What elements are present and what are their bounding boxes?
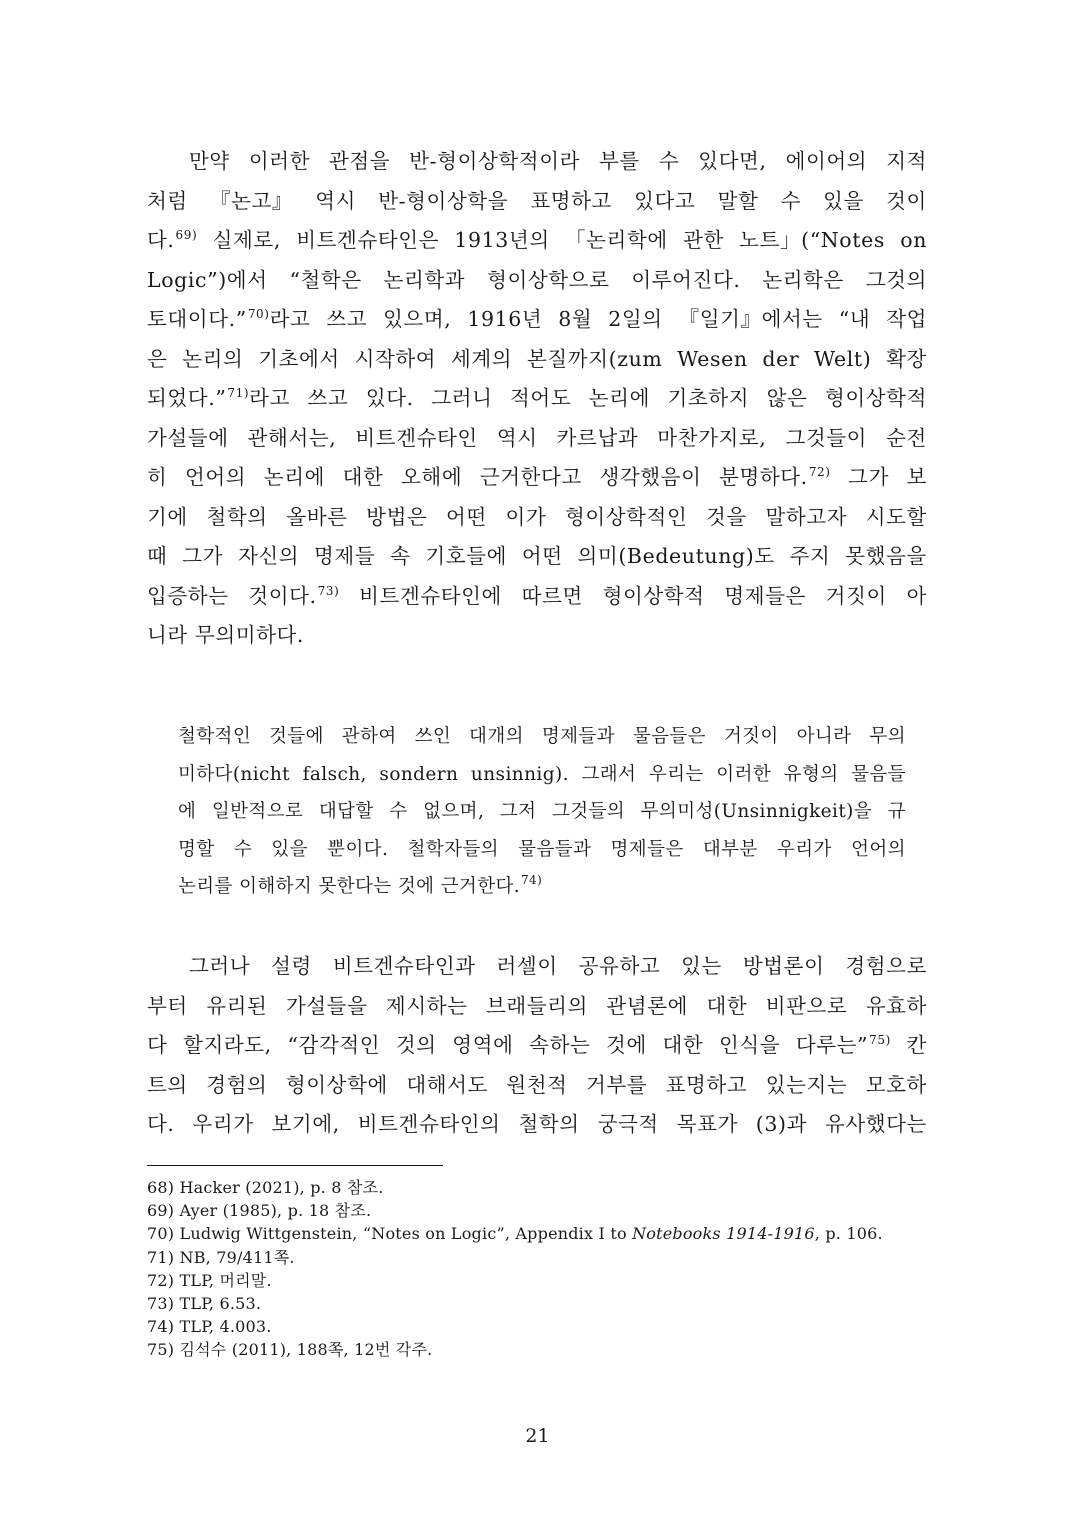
word: 자신의 [237,544,300,568]
word: sondern [379,763,459,785]
text-line [178,831,906,869]
footnote-text: , p. 106. [814,1224,883,1244]
word: 논리의 [182,346,244,371]
word: 마찬가지로, [657,425,767,450]
footnote-number: 73) [147,1294,175,1314]
text-run: 칸 [890,1033,927,1057]
word: 관념론에 [606,993,689,1018]
text-run: 라고 쓰고 있으며, 1916년 8월 2일의 『일기』에서는 “내 작업 [269,307,927,331]
word: 대부분 [702,838,758,860]
word: Welt) [814,346,872,371]
word: 유사했다는 [824,1112,927,1136]
word: 이가 [505,504,547,529]
word: 올바른 [286,504,348,529]
word: 철학자들의 [407,838,499,860]
word: 공유하고 [578,954,661,978]
word: 우리가 [192,1112,254,1136]
word: 그러나 [189,954,251,978]
word: 명제들과 [541,726,615,747]
word: 뿐이다. [327,838,389,860]
word: “철학은 [289,267,362,292]
footnotes [147,1176,947,1362]
text-line [147,987,927,1027]
word: 은 [147,346,168,371]
footnote-text: Ayer (1985), p. 18 참조. [179,1201,372,1221]
word: 만약 [189,149,230,173]
word: 경험의 [206,1072,268,1097]
word: 때 [147,544,168,568]
word: 무의 [869,726,906,747]
footnote-text: NB, 79/411쪽. [179,1247,295,1267]
word: 에이어의 [785,149,868,173]
text-run: 입증하는 것이다. [147,583,317,608]
word: 시도할 [865,504,927,529]
word: 관점을 [329,149,391,173]
text-run: 비트겐슈타인에 따르면 형이상학적 명제들은 거짓이 아 [339,583,927,608]
word: 쓰인 [414,726,452,747]
word: 방법은 [366,504,428,529]
word: 논리학은 [762,267,844,292]
text-line [147,1105,927,1145]
word: Logic”)에서 [147,267,268,292]
word: 이러한 [716,763,772,785]
word: 물음들과 [518,838,592,860]
word: 궁극적 [597,1112,659,1136]
text-line [147,498,927,538]
text-line [147,221,927,261]
text-run: 히 언어의 논리에 대한 오해에 근거한다고 생각했음이 분명하다. [147,465,808,489]
word: 형이상학적인 [564,504,688,529]
footnote-ref[interactable]: 70) [247,307,270,321]
word: 우리가 [776,838,832,860]
word: 대해서도 [406,1072,488,1097]
footnote-number: 70) [147,1224,175,1244]
word: 원천적 [506,1072,568,1097]
word: 어떤 [446,504,487,529]
text-run: 되었다.” [147,386,227,410]
footnote-number: 72) [147,1270,175,1290]
word: 것들에 [269,726,324,747]
word: 확장 [886,346,927,371]
word: 역시 [496,425,538,450]
word: 에 [178,801,197,822]
word: 모호하 [865,1072,927,1097]
text-run: 다 할지라도, “감각적인 것의 영역에 속하는 것에 대한 인식을 다루는” [147,1033,869,1057]
word: 본질까지(zum [527,346,663,371]
word: 기호들에 [425,544,507,568]
word: 수 [780,188,801,213]
word: 있는지는 [765,1072,848,1097]
body-paragraph-2 [147,947,927,1145]
word: 말하고자 [765,504,848,529]
word: 있을 [823,188,864,213]
word: 기초에서 [258,346,340,371]
word: 설령 [271,954,312,978]
word: 관하여 [341,726,397,747]
word: 경험으로 [845,954,927,978]
footnote-ref[interactable]: 69) [175,228,198,242]
text-line [178,756,906,794]
word: 철학의 [206,504,268,529]
word: 규 [887,801,906,822]
word: 가설들에 [147,425,229,450]
word: 있는 [681,954,722,978]
word: 무의미성(Unsinnigkeit)을 [640,801,873,822]
footnote-separator [147,1165,443,1166]
word: 속 [390,544,411,568]
footnote-ref[interactable]: 71) [227,386,250,400]
text-line [147,947,927,987]
text-line [147,142,927,182]
word: 그저 [499,801,537,822]
word: 일반적으로 [211,801,304,822]
word: 수 [233,838,253,860]
word: 것이 [886,188,927,213]
word: Wesen [677,346,748,371]
text-line [178,793,906,831]
word: 보기에, [271,1112,340,1136]
word: 있을 [271,838,308,860]
block-quote [178,718,906,906]
word: 있다고 [634,188,696,213]
footnote-title: Notebooks 1914-1916 [632,1224,815,1244]
word: (3)과 [755,1112,808,1136]
body-paragraph-1 [147,142,927,656]
word: 표명하고 [665,1072,748,1097]
footnote-item [147,1292,947,1315]
text-line [178,718,906,756]
word: 비판으로 [765,993,848,1018]
word: 반-형이상학적이라 [409,149,581,173]
footnote-text: Ludwig Wittgenstein, “Notes on Logic”, Appendix Ⅰ to [179,1224,633,1244]
word: 다. [147,1112,175,1136]
word: 논리학과 [383,267,466,292]
text-line [147,340,927,380]
word: 러셀이 [496,954,558,978]
word: 우리는 [648,763,704,785]
word: 유리된 [206,993,268,1018]
word: 거부를 [586,1072,648,1097]
text-line [147,1026,927,1066]
footnote-ref[interactable]: 75) [869,1033,891,1047]
word: 말할 [717,188,759,213]
word: 어떤 [521,544,563,568]
footnote-item [147,1222,947,1245]
text-line [178,868,906,906]
word: 기에 [147,504,188,529]
text-run: 라고 쓰고 있다. 그러니 적어도 논리에 기초하지 않은 형이상학적 [249,386,927,410]
footnote-item [147,1315,947,1338]
text-run: 토대이다.” [147,307,247,331]
word: 있다면, [698,149,767,173]
word: 그가 [182,544,224,568]
footnote-number: 74) [147,1317,175,1337]
word: 것을 [706,504,747,529]
word: 미하다(nicht [178,763,290,785]
word: 이러한 [248,149,311,173]
word: 못했음을 [845,544,927,568]
word: 대개의 [469,726,524,747]
word: 철학적인 [178,726,252,747]
word: 없으며, [423,801,485,822]
word: 세계의 [451,346,513,371]
footnote-ref[interactable]: 73) [317,583,340,598]
word: 그것들이 [785,425,868,450]
word: 역시 [315,188,357,213]
text-run: 논리를 이해하지 못한다는 것에 근거한다. [178,876,521,897]
word: 표명하고 [530,188,612,213]
text-line [147,182,927,222]
word: 부를 [599,149,640,173]
footnote-item [147,1246,947,1269]
word: 지적 [886,149,927,173]
word: 언어의 [851,838,906,860]
footnote-text: TLP, 머리말. [179,1270,272,1290]
word: unsinnig). [470,763,569,785]
text-run: 니라 무의미하다. [147,623,305,647]
footnote-number: 69) [147,1201,175,1221]
footnote-text: TLP, 6.53. [179,1294,262,1314]
text-run: 실제로, 비트겐슈타인은 1913년의 「논리학에 관한 노트」(“Notes on [197,228,927,252]
word: 관해서는, [247,425,337,450]
word: 그것들의 [551,801,626,822]
word: 반-형이상학을 [378,188,509,213]
word: 대답할 [318,801,374,822]
footnote-item [147,1269,947,1292]
word: 거짓이 [723,726,779,747]
text-line [147,537,927,577]
text-line [147,300,927,340]
word: 카르납과 [556,425,639,450]
footnote-ref[interactable]: 74) [521,873,543,887]
word: 『논고』 [210,188,294,213]
text-run: 그가 보 [830,465,927,489]
footnote-number: 71) [147,1247,175,1267]
word: 처럼 [147,188,188,213]
word: 브래들리의 [485,993,588,1018]
word: 주지 [789,544,831,568]
word: 명할 [178,838,215,860]
word: falsch, [302,763,367,785]
word: 이루어진다. [631,267,741,292]
word: 부터 [147,993,188,1018]
footnote-item [147,1176,947,1199]
word: 수 [658,149,680,173]
footnote-item [147,1338,947,1361]
word: 명제들 [314,544,376,568]
footnote-number: 68) [147,1178,175,1197]
word: 비트겐슈타인의 [357,1112,501,1136]
word: 유형의 [783,763,839,785]
word: 대한 [706,993,748,1018]
word: der [762,346,800,371]
text-line [147,419,927,459]
footnote-text: TLP, 4.003. [179,1317,272,1337]
word: 아니라 [796,726,852,747]
word: 비트겐슈타인 [355,425,478,450]
word: 물음들 [851,763,906,785]
word: 방법론이 [742,954,825,978]
word: 형이상학에 [285,1072,388,1097]
word: 물음들은 [632,726,706,747]
word: 그래서 [581,763,637,785]
word: 철학의 [518,1112,580,1136]
word: 명제들은 [610,838,684,860]
word: 시작하여 [354,346,437,371]
footnote-ref[interactable]: 72) [808,465,831,479]
word: 의미(Bedeutung)도 [577,544,775,568]
text-line [147,616,927,656]
word: 트의 [147,1072,188,1097]
word: 형이상학으로 [487,267,610,292]
text-line [147,379,927,419]
text-line [147,261,927,301]
word: 그것의 [865,267,927,292]
footnote-number: 75) [147,1340,175,1360]
word: 목표가 [676,1112,738,1136]
page-number: 21 [525,1425,550,1447]
footnote-text: Hacker (2021), p. 8 참조. [179,1178,384,1197]
text-line [147,458,927,498]
footnote-item [147,1199,947,1222]
text-run: 다. [147,228,175,252]
text-line [147,1066,927,1106]
word: 가설들을 [285,993,368,1018]
word: 제시하는 [385,993,468,1018]
word: 비트겐슈타인과 [332,954,476,978]
text-line [147,577,927,617]
footnote-text: 김석수 (2011), 188쪽, 12번 각주. [179,1340,433,1360]
word: 수 [389,801,408,822]
word: 유효하 [865,993,927,1018]
word: 순전 [886,425,927,450]
